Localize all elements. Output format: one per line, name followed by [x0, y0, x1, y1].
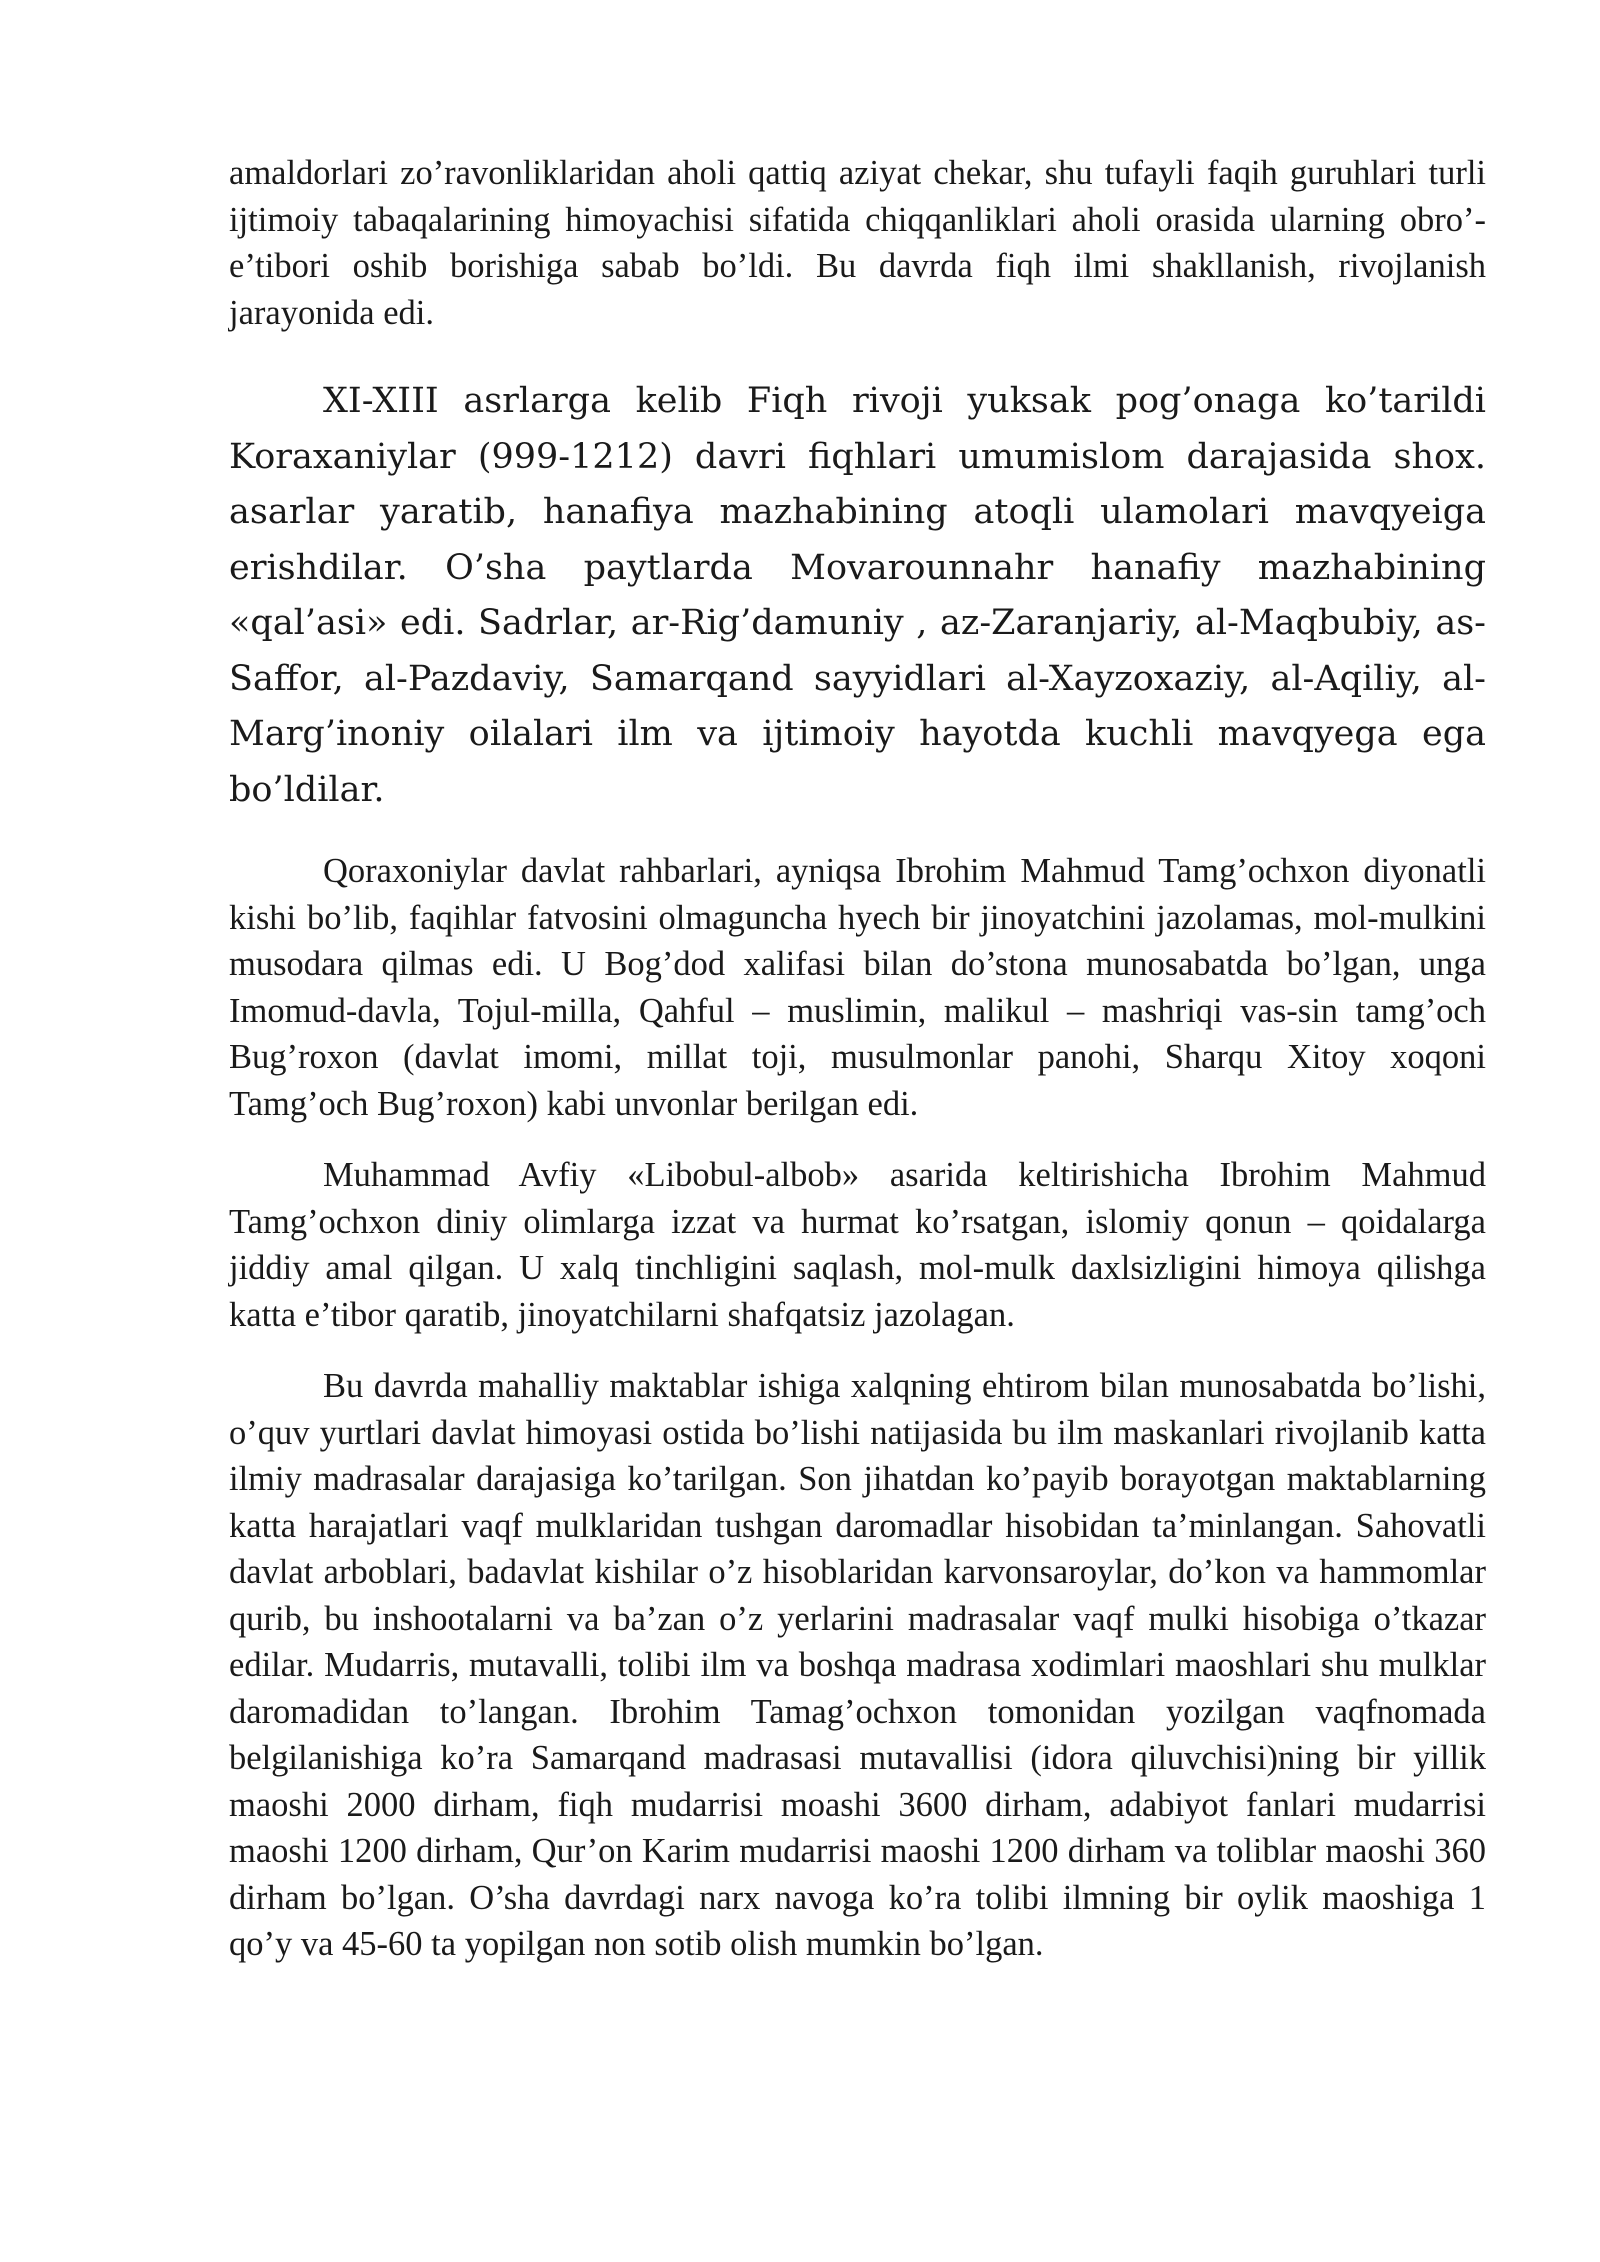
paragraph-qorakhanid-rulers: Qoraxoniylar davlat rahbarlari, ayniqsa Ibrohim Mahmud Tamg’ochxon diyonatli kishi bo’lib, faqihlar fatvosini olmaguncha hyech bir jinoyatchini jazolamas, mol-mulkini musodara qilmas edi. U Bog’dod xalifasi bilan do’stona munosabatda bo’lgan, unga Imomud-davla, Tojul-milla, Qahful – muslimin, malikul – mashriqi vas-sin tamg’och Bug’roxon (davlat imomi, millat toji, musulmonlar panohi, Sharqu Xitoy xoqoni Tamg’och Bug’roxon) kabi unvonlar berilgan edi.	[229, 852, 1486, 1123]
paragraph-karakhanid-fiqh: XI-XIII asrlarga kelib Fiqh rivoji yuksak pog’onaga ko’tarildi Koraxaniylar (999-1212) davri fiqhlari umumislom darajasida shox. asarlar yaratib, hanafiya mazhabining atoqli ulamolari mavqyeiga erishdilar. O’sha paytlarda Movarounnahr hanafiy mazhabining «qal’asi» edi. Sadrlar, ar-Rig’damuniy , az-Zaranjariy, al-Maqbubiy, as-Saffor, al-Pazdaviy, Samarqand sayyidlari al-Xayzoxaziy, al-Aqiliy, al-Marg’inoniy oilalari ilm va ijtimoiy hayotda kuchli mavqyega ega bo’ldilar.	[229, 381, 1486, 810]
paragraph-muhammad-avfiy: Muhammad Avfiy «Libobul-albob» asarida keltirishicha Ibrohim Mahmud Tamg’ochxon diniy olimlarga izzat va hurmat ko’rsatgan, islomiy qonun – qoidalarga jiddiy amal qilgan. U xalq tinchligini saqlash, mol-mulk daxlsizligini himoya qilishga katta e’tibor qaratib, jinoyatchilarni shafqatsiz jazolagan.	[229, 1156, 1486, 1334]
document-page	[229, 150, 1486, 1968]
paragraph-madrasa-funding: Bu davrda mahalliy maktablar ishiga xalqning ehtirom bilan munosabatda bo’lishi, o’quv yurtlari davlat himoyasi ostida bo’lishi natijasida bu ilm maskanlari rivojlanib katta ilmiy madrasalar darajasiga ko’tarilgan. Son jihatdan ko’payib borayotgan maktablarning katta harajatlari vaqf mulklaridan tushgan daromadlar hisobidan ta’minlangan. Sahovatli davlat arboblari, badavlat kishilar o’z hisoblaridan karvonsaroylar, do’kon va hammomlar qurib, bu inshootalarni va ba’zan o’z yerlarini madrasalar vaqf mulki hisobiga o’tkazar edilar. Mudarris, mutavalli, tolibi ilm va boshqa madrasa xodimlari maoshlari shu mulklar daromadidan to’langan. Ibrohim Tamag’ochxon tomonidan yozilgan vaqfnomada belgilanishiga ko’ra Samarqand madrasasi mutavallisi (idora qiluvchisi)ning bir yillik maoshi 2000 dirham, fiqh mudarrisi moashi 3600 dirham, adabiyot fanlari mudarrisi maoshi 1200 dirham, Qur’on Karim mudarrisi maoshi 1200 dirham va toliblar maoshi 360 dirham bo’lgan. O’sha davrdagi narx navoga ko’ra tolibi ilmning bir oylik maoshiga 1 qo’y va 45-60 ta yopilgan non sotib olish mumkin bo’lgan.	[229, 1367, 1486, 1963]
paragraph-continuation: amaldorlari zo’ravonliklaridan aholi qattiq aziyat chekar, shu tufayli faqih guruhlari turli ijtimoiy tabaqalarining himoyachisi sifatida chiqqanliklari aholi orasida ularning obro’-e’tibori oshib borishiga sabab bo’ldi. Bu davrda fiqh ilmi shakllanish, rivojlanish jarayonida edi.	[229, 154, 1486, 332]
